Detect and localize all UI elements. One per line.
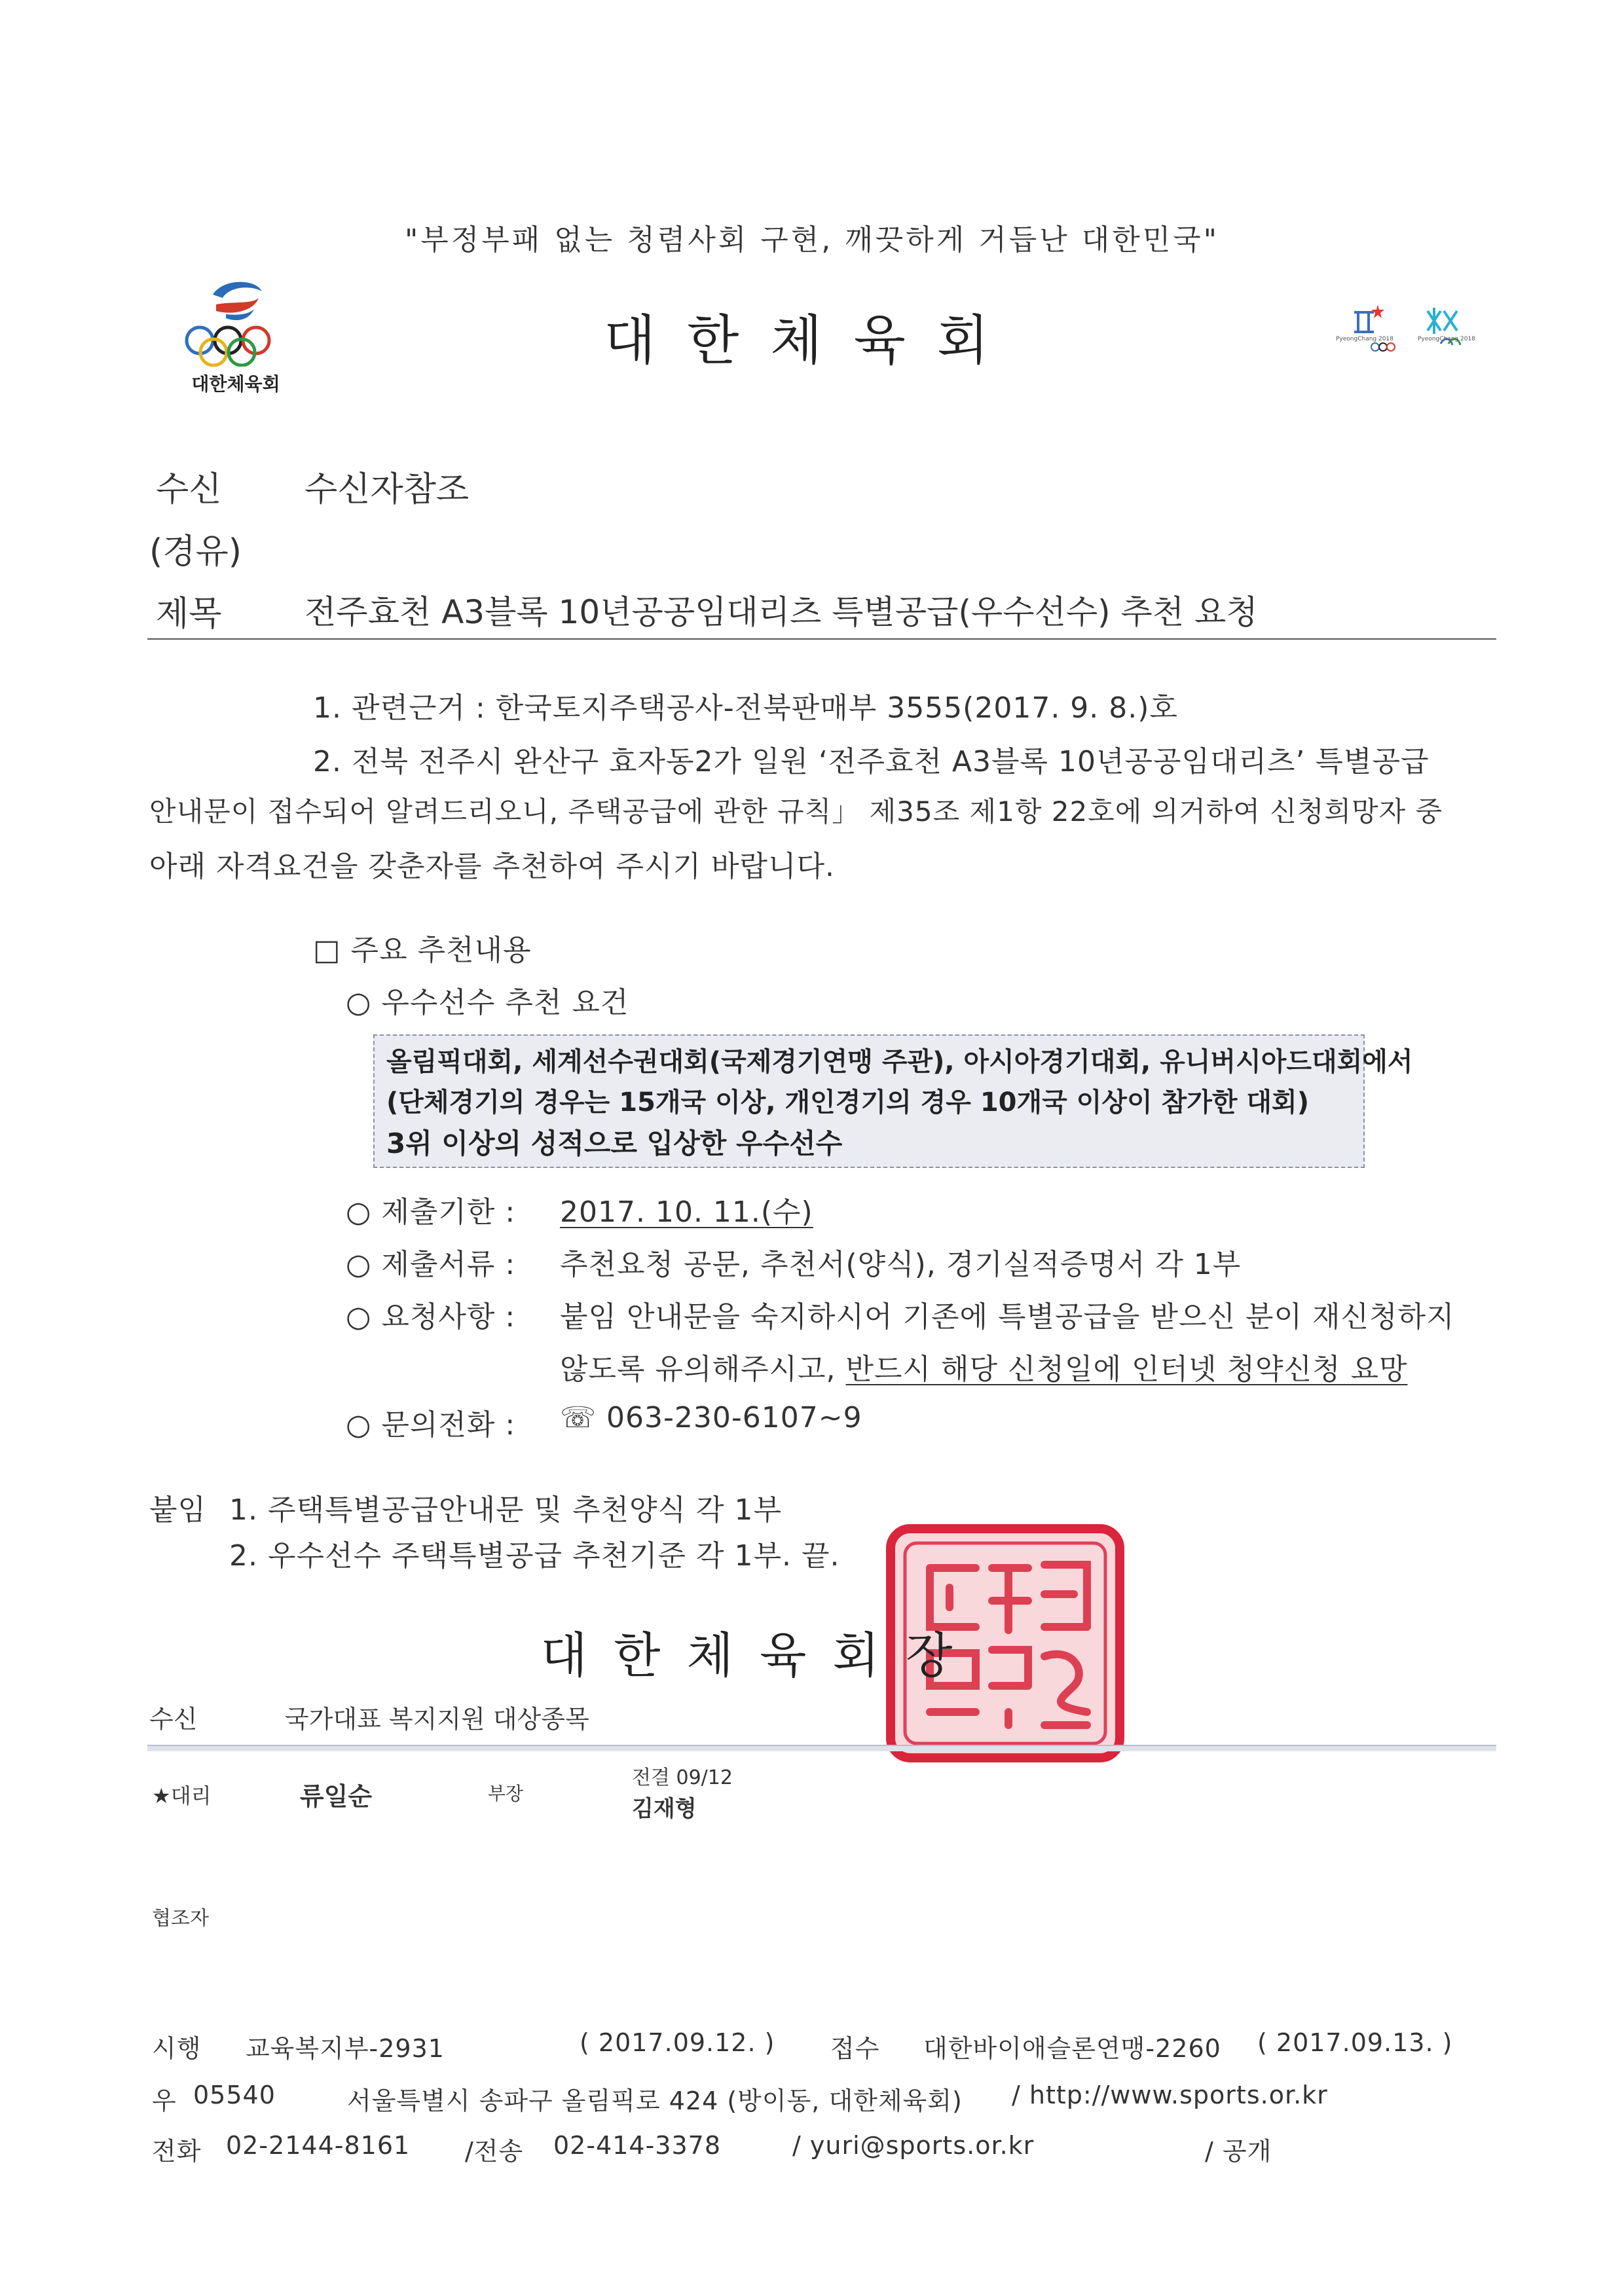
postal-label: 우 <box>152 2086 177 2115</box>
pyeongchang-caption-right: PyeongChang 2018 <box>1418 336 1475 342</box>
criteria-title: ○ 우수선수 추천 요건 <box>346 986 629 1019</box>
attachment-item-2: 2. 우수선수 주택특별공급 추천기준 각 1부. 끝. <box>229 1539 840 1573</box>
deadline-label: ○ 제출기한 : <box>346 1195 516 1229</box>
pyeongchang-caption-left: PyeongChang 2018 <box>1336 336 1393 342</box>
postal-code: 05540 <box>193 2081 276 2109</box>
fax-label: /전송 <box>465 2137 524 2166</box>
subject-label: 제목 <box>156 594 222 634</box>
request-line2-part1: 않도록 유의해주시고, <box>560 1353 846 1386</box>
logo-caption: 대한체육회 <box>191 373 280 395</box>
enforcement-date: ( 2017.09.12. ) <box>580 2028 775 2057</box>
enforcement-label: 시행 <box>152 2034 202 2063</box>
recipients-label: 수신 <box>149 1705 198 1734</box>
criteria-line1: 올림픽대회, 세계선수권대회(국제경기연맹 주관), 아시아경기대회, 유니버시아드대회에서 <box>386 1047 1413 1077</box>
para-main-line2: 안내문이 접수되어 알려드리오니, 주택공급에 관한 규칙」 제35조 제1항 22호에 의거하여 신청희망자 중 <box>149 795 1443 828</box>
header-divider <box>147 638 1496 640</box>
drafter-name: 류일순 <box>300 1782 373 1811</box>
drafter-role: ★대리 <box>152 1783 212 1808</box>
address: 서울특별시 송파구 올림픽로 424 (방이동, 대한체육회) <box>347 2086 963 2115</box>
receipt-date: ( 2017.09.13. ) <box>1257 2028 1453 2057</box>
via-label: (경유) <box>149 532 242 572</box>
para-main-line1: 2. 전북 전주시 완산구 효자동2가 일원 ‘전주효천 A3블록 10년공공임대리츠’ 특별공급 <box>313 745 1430 778</box>
subject-value: 전주효천 A3블록 10년공공임대리츠 특별공급(우수선수) 추천 요청 <box>304 593 1258 631</box>
contact-label: ○ 문의전화 : <box>346 1408 516 1442</box>
recipient-value: 수신자참조 <box>304 470 470 509</box>
disclosure-status: / 공개 <box>1205 2137 1272 2166</box>
criteria-line3: 3위 이상의 성적으로 입상한 우수선수 <box>386 1127 843 1159</box>
request-label: ○ 요청사항 : <box>346 1300 516 1334</box>
manager-role: 부장 <box>488 1783 524 1804</box>
request-line1: 붙임 안내문을 숙지하시어 기존에 특별공급을 받으신 분이 재신청하지 <box>560 1300 1455 1334</box>
phone-number: 02-2144-8161 <box>226 2131 411 2160</box>
cooperators-label: 협조자 <box>152 1907 209 1930</box>
attachment-item-1: 1. 주택특별공급안내문 및 추천양식 각 1부 <box>229 1493 782 1527</box>
final-approver-name: 김재형 <box>632 1796 697 1822</box>
pyeongchang-2018-logo <box>1336 298 1493 376</box>
request-line2 <box>560 1345 1408 1387</box>
para-main-line3: 아래 자격요건을 갖춘자를 추천하여 주시기 바랍니다. <box>149 850 836 883</box>
para-related-basis: 1. 관련근거 : 한국토지주택공사-전북판매부 3555(2017. 9. 8.)호 <box>313 691 1178 725</box>
signature-title: 대한체육회장 <box>540 1628 979 1684</box>
enforcement-value: 교육복지부-2931 <box>246 2034 445 2063</box>
deadline-value: 2017. 10. 11.(수) <box>560 1195 813 1229</box>
request-line2-emphasis: 반드시 해당 신청일에 인터넷 청약신청 요망 <box>845 1353 1408 1386</box>
website-link[interactable]: / http://www.sports.or.kr <box>1012 2081 1328 2109</box>
email-link[interactable]: / yuri@sports.or.kr <box>792 2131 1035 2160</box>
receipt-value: 대한바이애슬론연맹-2260 <box>923 2034 1221 2063</box>
contact-phone: ☏ 063-230-6107~9 <box>560 1401 862 1434</box>
slogan: "부정부패 없는 청렴사회 구현, 깨끗하게 거듭난 대한민국" <box>405 223 1219 257</box>
criteria-line2: (단체경기의 경우는 15개국 이상, 개인경기의 경우 10개국 이상이 참가한 대회) <box>386 1087 1309 1118</box>
final-approval-note: 전결 09/12 <box>632 1766 733 1789</box>
approval-divider <box>147 1745 1496 1751</box>
recipient-label: 수신 <box>156 470 222 509</box>
documents-label: ○ 제출서류 : <box>346 1248 516 1281</box>
phone-label: 전화 <box>152 2137 202 2166</box>
receipt-label: 접수 <box>830 2034 880 2063</box>
documents-value: 추천요청 공문, 추천서(양식), 경기실적증명서 각 1부 <box>560 1248 1242 1281</box>
recipients-value: 국가대표 복지지원 대상종목 <box>285 1705 589 1734</box>
organization-title: 대한체육회 <box>603 310 1021 372</box>
attachment-label: 붙임 <box>149 1493 207 1527</box>
fax-number: 02-414-3378 <box>553 2131 722 2160</box>
section-title: □ 주요 추천내용 <box>313 934 532 967</box>
